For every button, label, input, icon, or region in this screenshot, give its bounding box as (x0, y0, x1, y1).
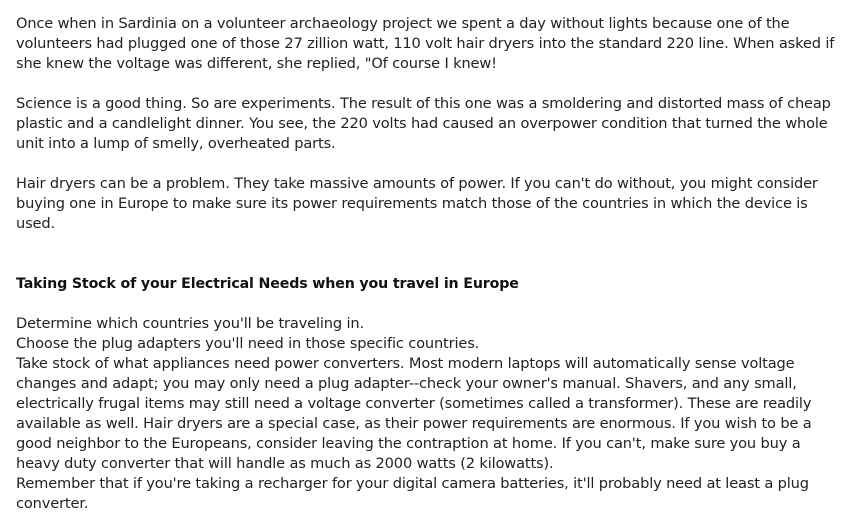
step-item: Determine which countries you'll be traveling in. (16, 315, 364, 332)
step-item: Remember that if you're taking a recharger for your digital camera batteries, it'll probably need at least a plug converter. (16, 475, 809, 512)
heading-spacer (16, 294, 840, 314)
paragraph-hair-dryers: Hair dryers can be a problem. They take massive amounts of power. If you can't do without, you might consider buying one in Europe to make sure its power requirements match those of the countries in which the device is used. (16, 175, 818, 232)
paragraph-sardinia-story: Once when in Sardinia on a volunteer archaeology project we spent a day without lights because one of the volunteers had plugged one of those 27 zillion watt, 110 volt hair dryers into the standard 220 line. When asked if she knew the voltage was different, she replied, "Of course I knew! (16, 15, 835, 72)
paragraph-spacer (16, 154, 840, 174)
section-heading: Taking Stock of your Electrical Needs when you travel in Europe (16, 276, 519, 292)
step-item: Choose the plug adapters you'll need in those specific countries. (16, 335, 480, 352)
steps-list (16, 314, 840, 514)
paragraph-spacer (16, 74, 840, 94)
paragraph-science-experiments: Science is a good thing. So are experiments. The result of this one was a smoldering and distorted mass of cheap plastic and a candlelight dinner. You see, the 220 volts had caused an overpower condition that turned the whole unit into a lump of smelly, overheated parts. (16, 95, 831, 152)
step-item: Take stock of what appliances need power converters. Most modern laptops will automatically sense voltage changes and adapt; you may only need a plug adapter--check your owner's manual. Shavers, and any small, electrically frugal items may still need a voltage converter (sometimes called a transformer). These are readily available as well. Hair dryers are a special case, as their power requirements are enormous. If you wish to be a good neighbor to the Europeans, consider leaving the contraption at home. If you can't, make sure you buy a heavy duty converter that will handle as much as 2000 watts (2 kilowatts). (16, 355, 812, 472)
section-spacer (16, 234, 840, 274)
